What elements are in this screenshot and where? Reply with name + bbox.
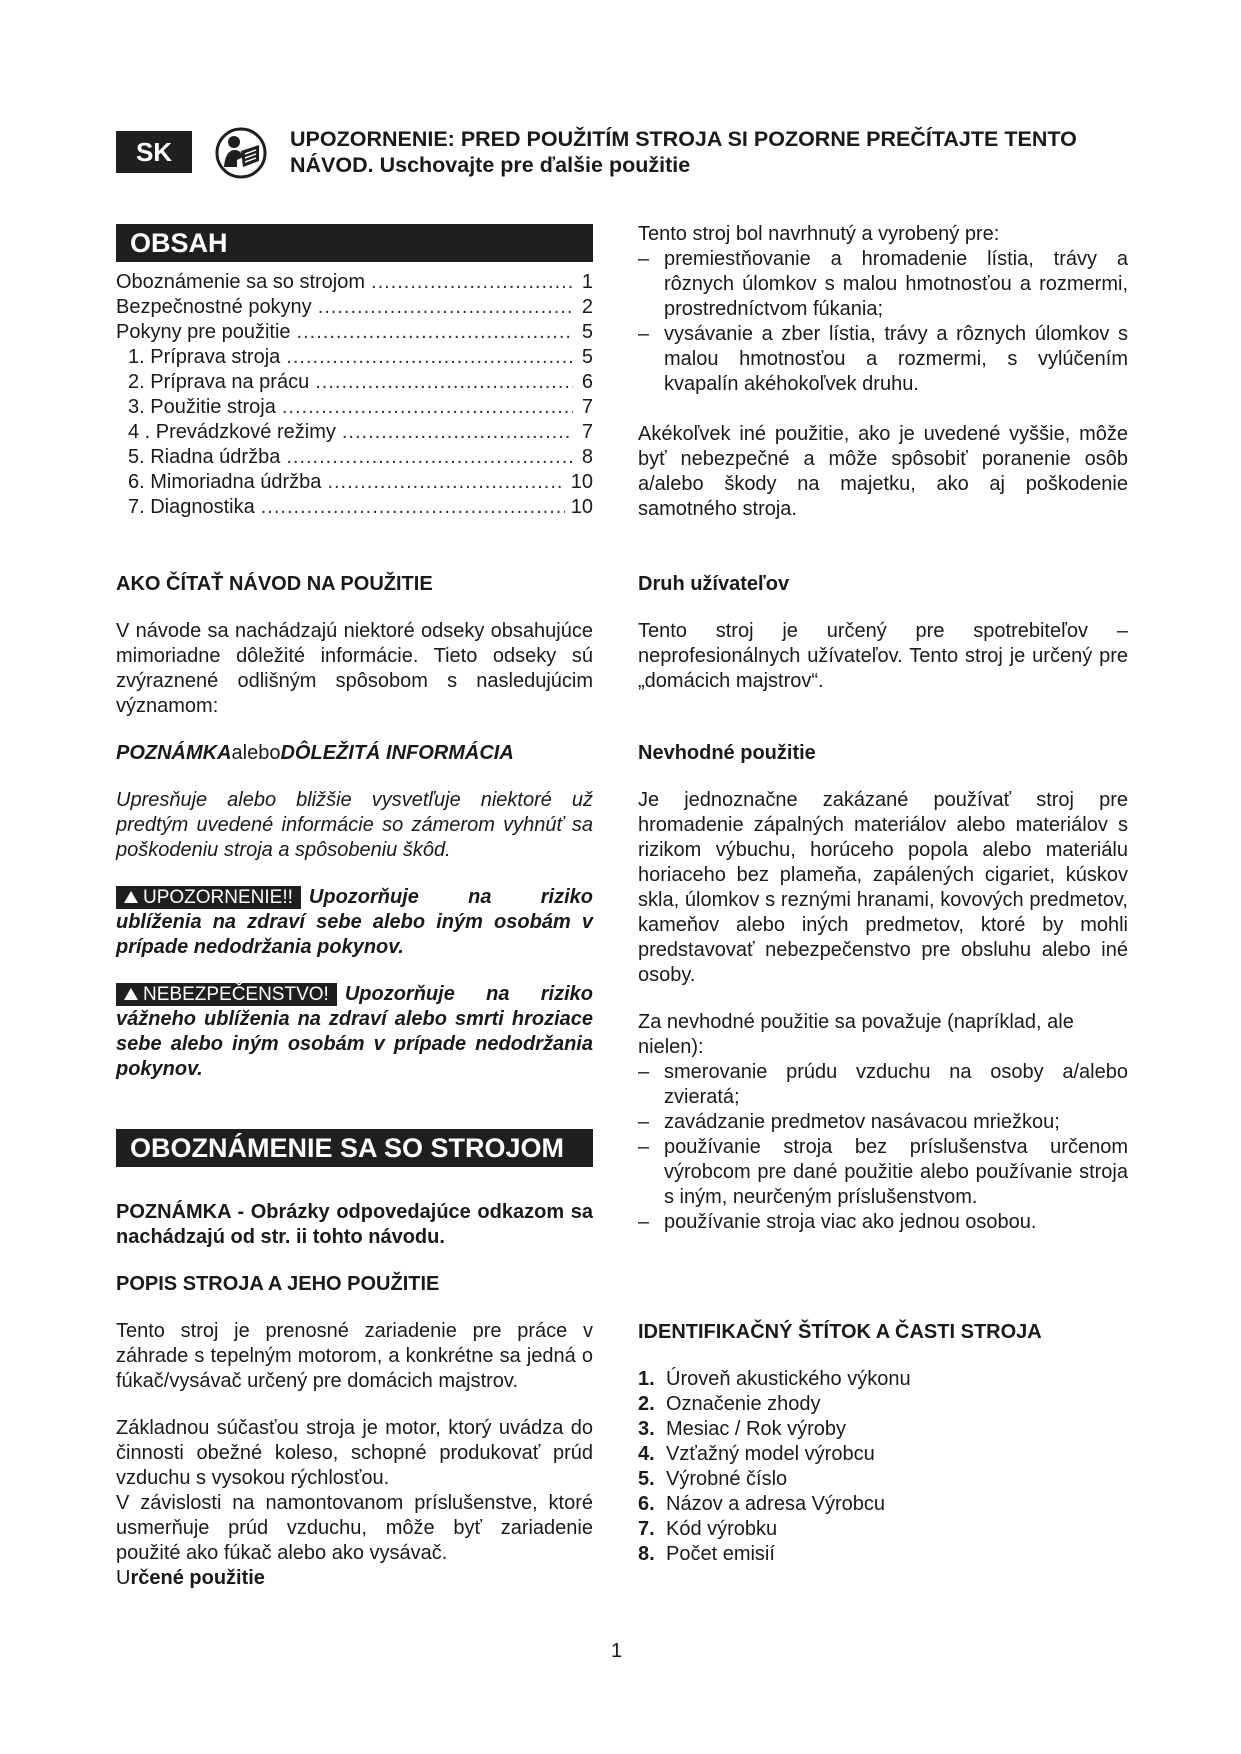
user-type-heading: Druh užívateľov [638,573,790,595]
label-item-text: Počet emisií [666,1543,775,1565]
toc-title: OBSAH [116,224,593,262]
toc-label: Bezpečnostné pokyny [116,296,312,318]
label-item-text: Úroveň akustického výkonu [666,1368,911,1390]
machine-desc-heading: POPIS STROJA A JEHO POUŽITIE [116,1273,440,1295]
page-number: 1 [611,1640,623,1662]
user-section [638,572,1128,1235]
toc-page: 7 [581,421,593,443]
label-item [638,1467,1128,1492]
purpose-item: – premiestňovanie a hromadenie lístia, trávy a rôznych úlomkov s malou hmotnosťou a rozmermi, prostredníctvom fúkania; [638,247,1128,322]
improper-heading: Nevhodné použitie [638,742,816,764]
toc-page: 7 [581,396,593,418]
toc-row [116,371,593,396]
danger-paragraph [116,982,593,1082]
danger-tag [116,983,337,1006]
danger-text: Upozorňuje na riziko vážneho ublíženia na zdraví alebo smrti hroziace sebe alebo iným osobám v prípade nedodržania pokynov. [116,983,593,1080]
toc-label: 2. Príprava na prácu [128,371,310,393]
toc-row [116,321,593,346]
how-to-read-section [116,572,593,1082]
label-item-text: Vzťažný model výrobcu [666,1443,875,1465]
warning-tag-label: UPOZORNENIE!! [143,887,293,908]
label-item [638,1392,1128,1417]
toc-label: 3. Použitie stroja [128,396,276,418]
toc-page: 6 [581,371,593,393]
manual-warning-title [290,126,1150,178]
intended-use-heading [116,1566,593,1591]
machine-paragraph: V závislosti na namontovanom príslušenstve, ktoré usmerňuje prúd vzduchu, môže byť zariadenie použité ako fúkač alebo ako vysávač. [116,1492,593,1564]
toc-label: 6. Mimoriadna údržba [128,471,322,493]
note-text: Upresňuje alebo bližšie vysvetľuje niektoré už predtým uvedené informácie so zámerom vyhnúť sa poškodeniu stroja a spôsobeniu škôd. [116,789,593,861]
toc-label: 5. Riadna údržba [128,446,281,468]
danger-triangle-icon [124,988,138,1000]
toc-page: 2 [581,296,593,318]
note-label-or: alebo [231,742,281,764]
improper-intro: Za nevhodné použitie sa považuje (napríklad, ale nielen): [638,1011,1074,1058]
label-item-number: 1. [638,1368,655,1390]
label-item-text: Názov a adresa Výrobcu [666,1493,886,1515]
toc-page: 1 [581,271,593,293]
machine-paragraph: Tento stroj je prenosné zariadenie pre práce v záhrade s tepelným motorom, a konkrétne sa jedná o fúkač/vysávač určený pre domácich majstrov. [116,1320,593,1392]
toc-row [116,396,593,421]
label-item-text: Výrobné číslo [666,1468,788,1490]
purpose-intro: Tento stroj bol navrhnutý a vyrobený pre: [638,223,1000,245]
note-label [116,741,593,766]
toc-label: 1. Príprava stroja [128,346,281,368]
improper-text: Je jednoznačne zakázané používať stroj pre hromadenie zápalných materiálov alebo materiálov s rizikom výbuchu, horúceho popola alebo materiálu horiaceho bez plameňa, zapálených cigariet, kúskov skla, úlomkov s reznými hranami, kovových predmetov, kameňov alebo iných predmetov, ktoré by mohli predstavovať nebezpečenstvo pre obsluhu alebo iné osoby. [638,789,1128,986]
label-item-text: Kód výrobku [666,1518,778,1540]
toc-row [116,471,593,496]
user-type-text: Tento stroj je určený pre spotrebiteľov – neprofesionálnych užívateľov. Tento stroj je určený pre „domácich majstrov“. [638,620,1128,692]
machine-note: POZNÁMKA - Obrázky odpovedajúce odkazom sa nachádzajú od str. ii tohto návodu. [116,1201,593,1248]
how-to-read-heading: AKO ČÍTAŤ NÁVOD NA POUŽITIE [116,573,433,595]
toc-page: 10 [570,471,593,493]
intended-use-prefix: U [116,1567,131,1589]
label-item [638,1442,1128,1467]
toc-row [116,346,593,371]
warning-tag [116,886,301,909]
warning-triangle-icon [124,891,138,903]
label-item [638,1542,1128,1567]
toc-row [116,271,593,296]
warning-text: Upozorňuje na riziko ublíženia na zdraví sebe alebo iným osobám v prípade nedodržania pokynov. [116,886,593,958]
label-item [638,1417,1128,1442]
other-use-paragraph: Akékoľvek iné použitie, ako je uvedené vyššie, môže byť nebezpečné a môže spôsobiť poranenie osôb a/alebo škody na majetku, ako aj poškodenie samotného stroja. [638,423,1128,520]
label-heading: IDENTIFIKAČNÝ ŠTÍTOK A ČASTI STROJA [638,1321,1042,1343]
toc-row [116,446,593,471]
label-item [638,1517,1128,1542]
label-item-text: Označenie zhody [666,1393,821,1415]
toc-page: 8 [581,446,593,468]
label-section [638,1320,1128,1567]
toc-row [116,296,593,321]
label-item-number: 4. [638,1443,655,1465]
improper-item: – používanie stroja viac ako jednou osobou. [638,1210,1128,1235]
toc-page: 10 [570,496,593,518]
label-item-number: 7. [638,1518,655,1540]
improper-item: – zavádzanie predmetov nasávacou mriežkou; [638,1110,1128,1135]
warning-paragraph [116,885,593,960]
label-item [638,1367,1128,1392]
machine-section-title: OBOZNÁMENIE SA SO STROJOM [116,1129,593,1167]
label-item-number: 5. [638,1468,655,1490]
label-item-number: 8. [638,1543,655,1565]
read-manual-icon [215,127,267,179]
how-to-read-intro: V návode sa nachádzajú niektoré odseky obsahujúce mimoriadne dôležité informácie. Tieto odseky sú zvýraznené odlišným spôsobom s nasledujúcim významom: [116,620,593,717]
danger-tag-label: NEBEZPEČENSTVO! [143,984,329,1005]
toc-row [116,496,593,521]
toc-label: Oboznámenie sa so strojom [116,271,366,293]
improper-item: – smerovanie prúdu vzduchu na osoby a/alebo zvieratá; [638,1060,1128,1110]
warning-title-line1: UPOZORNENIE: PRED POUŽITÍM STROJA SI POZORNE PREČÍTAJTE TENTO [290,127,1077,151]
language-badge: SK [116,131,192,173]
improper-item: – používanie stroja bez príslušenstva určenom výrobcom pre dané použitie alebo používanie stroja s iným, neurčeným príslušenstvom. [638,1135,1128,1210]
machine-paragraph: Základnou súčasťou stroja je motor, ktorý uvádza do činnosti obežné koleso, schopné produkovať prúd vzduchu s vysokou rýchlosťou. [116,1417,593,1489]
label-item-number: 2. [638,1393,655,1415]
warning-title-line2: NÁVOD. Uschovajte pre ďalšie použitie [290,153,691,177]
label-item-number: 6. [638,1493,655,1515]
label-item-text: Mesiac / Rok výroby [666,1418,847,1440]
note-label-a: POZNÁMKA [116,742,232,764]
toc-label: 7. Diagnostika [128,496,255,518]
toc-page: 5 [581,346,593,368]
toc-row [116,421,593,446]
label-item-number: 3. [638,1418,655,1440]
table-of-contents [116,271,593,521]
intended-use-rest: rčené použitie [130,1567,265,1589]
machine-section [116,1200,593,1591]
label-item [638,1492,1128,1517]
purpose-section [638,222,1128,522]
note-label-b: DÔLEŽITÁ INFORMÁCIA [280,742,514,764]
toc-label: 4 . Prevádzkové režimy [128,421,336,443]
toc-page: 5 [581,321,593,343]
toc-label: Pokyny pre použitie [116,321,291,343]
purpose-item: – vysávanie a zber lístia, trávy a rôznych úlomkov s malou hmotnosťou a rozmermi, s vylúčením kvapalín akéhokoľvek druhu. [638,322,1128,397]
